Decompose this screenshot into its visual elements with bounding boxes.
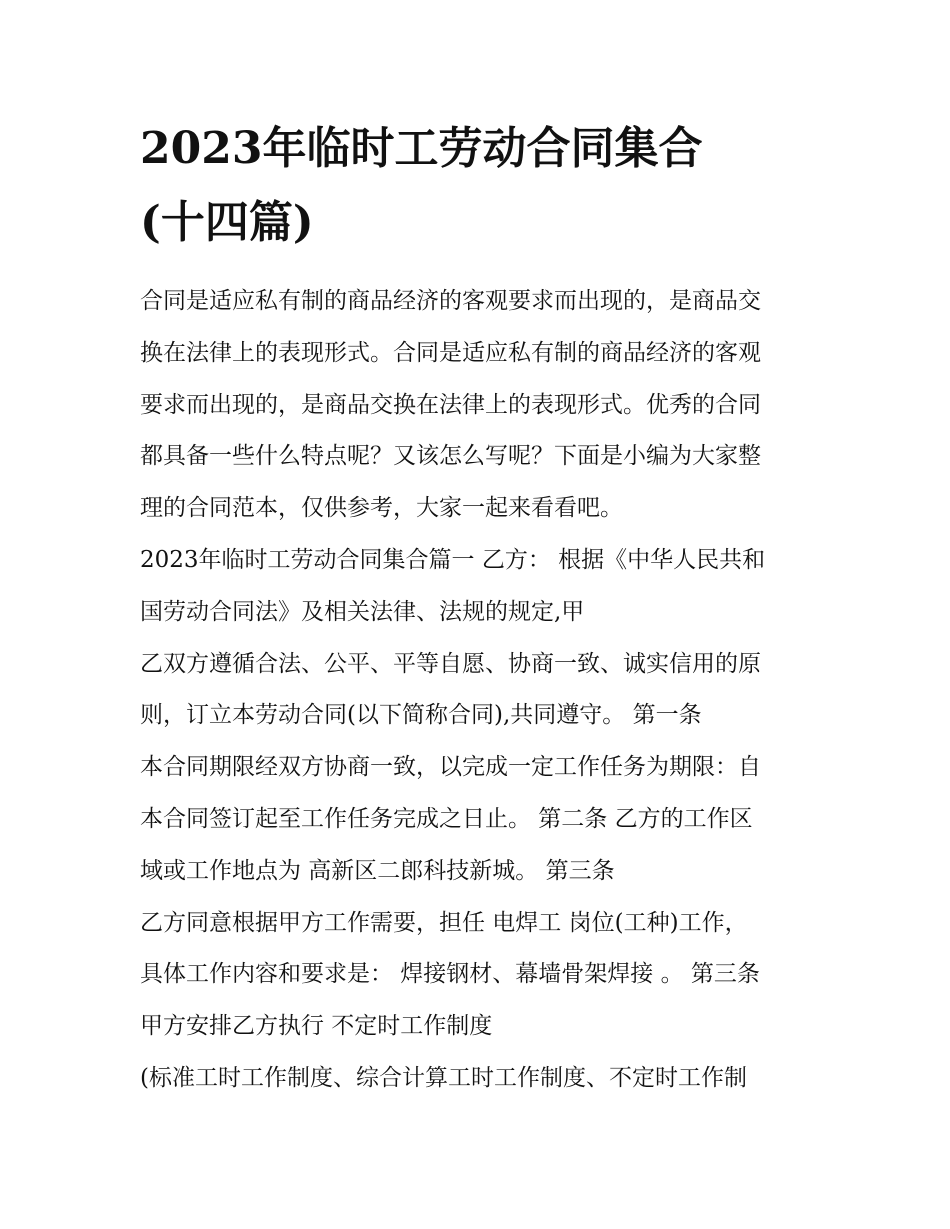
body-line: 换在法律上的表现形式。合同是适应私有制的商品经济的客观 bbox=[140, 339, 761, 366]
title-line-2: (十四篇) bbox=[140, 197, 314, 248]
document-title bbox=[140, 112, 820, 260]
body-line: 本合同期限经双方协商一致，以完成一定工作任务为期限：自 bbox=[140, 754, 761, 781]
title-line-1: 2023年临时工劳动合同集合 bbox=[140, 123, 703, 174]
body-line: 本合同签订起至工作任务完成之日止。 第二条 乙方的工作区 bbox=[140, 805, 753, 832]
body-line: 具体工作内容和要求是： 焊接钢材、幕墙骨架焊接 。 第三条 bbox=[140, 961, 760, 988]
body-line: 则，订立本劳动合同(以下简称合同),共同遵守。 第一条 bbox=[140, 702, 702, 729]
body-line: 域或工作地点为 高新区二郎科技新城。 第三条 bbox=[140, 857, 615, 884]
body-line: 都具备一些什么特点呢？又该怎么写呢？下面是小编为大家整 bbox=[140, 443, 761, 470]
body-line: (标准工时工作制度、综合计算工时工作制度、不定时工作制 bbox=[140, 1064, 747, 1091]
body-line: 2023年临时工劳动合同集合篇一 乙方： 根据《中华人民共和 bbox=[140, 546, 766, 573]
body-line: 要求而出现的，是商品交换在法律上的表现形式。优秀的合同 bbox=[140, 391, 761, 418]
body-line: 乙方同意根据甲方工作需要，担任 电焊工 岗位(工种)工作， bbox=[140, 909, 748, 936]
body-line: 乙双方遵循合法、公平、平等自愿、协商一致、诚实信用的原 bbox=[140, 650, 761, 677]
body-line: 国劳动合同法》及相关法律、法规的规定,甲 bbox=[140, 598, 585, 625]
body-line: 理的合同范本，仅供参考，大家一起来看看吧。 bbox=[140, 495, 623, 522]
body-line: 甲方安排乙方执行 不定时工作制度 bbox=[140, 1013, 493, 1040]
body-line: 合同是适应私有制的商品经济的客观要求而出现的，是商品交 bbox=[140, 288, 761, 314]
document-body bbox=[140, 276, 820, 1105]
